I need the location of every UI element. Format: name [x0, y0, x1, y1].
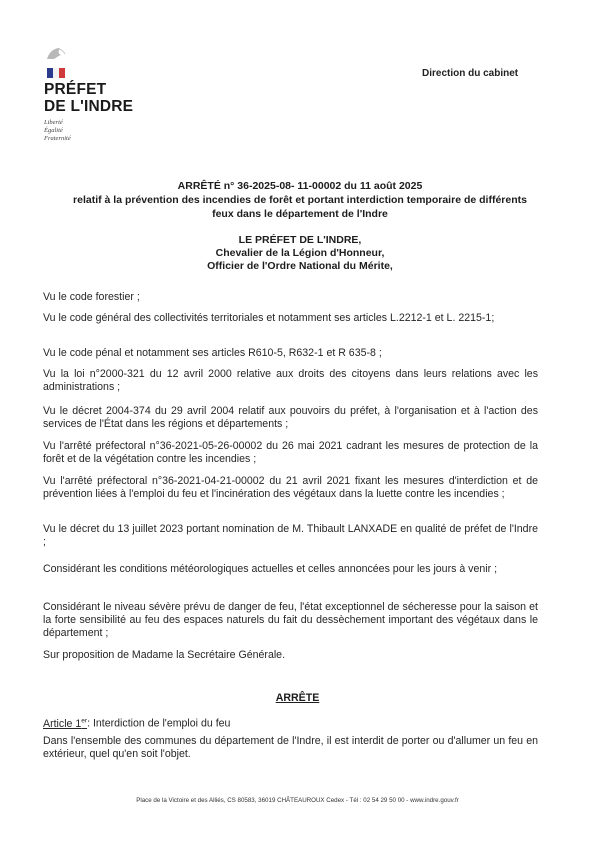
considerant-danger: Considérant le niveau sévère prévu de danger de feu, l'état exceptionnel de sécheresse pour la saison et la forte sensibilité au feu des espaces naturels du fait du dessèchement important des végétaux dans le département ; — [43, 601, 538, 640]
arrete-heading: ARRÊTE — [275, 692, 320, 704]
prefet-line-3: Officier de l'Ordre National du Mérite, — [207, 260, 393, 272]
visa-arrete-2021-05: Vu l'arrêté préfectoral n°36-2021-05-26-00002 du 26 mai 2021 cadrant les mesures de protection de la forêt et de la végétation contre les incendies ; — [43, 440, 538, 466]
visa-decret-2004: Vu le décret 2004-374 du 29 avril 2004 relatif aux pouvoirs du préfet, à l'organisation et à l'action des services de l'État dans les régions et départements ; — [43, 405, 538, 431]
footer-address: Place de la Victoire et des Alliés, CS 80583, 36019 CHÂTEAUROUX Cedex - Tél : 02 54 29 50 00 - www.indre.gouv.fr — [136, 797, 459, 804]
document-title — [30, 179, 570, 221]
prefet-line-1: LE PRÉFET DE L'INDRE, — [238, 234, 362, 246]
motto-liberte: Liberté — [44, 119, 63, 126]
motto-egalite: Égalité — [44, 127, 63, 134]
direction-label: Direction du cabinet — [422, 68, 519, 79]
visa-code-penal: Vu le code pénal et notamment ses articles R610-5, R632-1 et R 635-8 ; — [43, 347, 382, 359]
considerant-meteo: Considérant les conditions météorologiques actuelles et celles annoncées pour les jours à venir ; — [43, 563, 498, 575]
title-line-1: ARRÊTÉ n° 36-2025-08- 11-00002 du 11 août 2025 — [177, 180, 423, 192]
marianne-icon — [45, 46, 67, 60]
logo-line-1: PRÉFET — [44, 81, 107, 98]
prefet-line-2: Chevalier de la Légion d'Honneur, — [215, 247, 385, 259]
title-line-3: feux dans le département de l'Indre — [212, 208, 388, 220]
title-line-2: relatif à la prévention des incendies de forêt et portant interdiction temporaire de différents — [73, 194, 527, 206]
article-1-label: Article 1er — [43, 717, 88, 730]
motto-fraternite: Fraternité — [44, 135, 71, 142]
visa-code-forestier: Vu le code forestier ; — [43, 291, 140, 303]
visa-cgct: Vu le code général des collectivités territoriales et notamment ses articles L.2212-1 et L. 2215-1; — [43, 312, 495, 324]
article-1-text: Dans l'ensemble des communes du département de l'Indre, il est interdit de porter ou d'allumer un feu en extérieur, quel qu'en soit l'objet. — [43, 735, 538, 761]
prefet-titles — [140, 234, 460, 273]
tricolor-flag-icon — [47, 68, 65, 78]
article-1-title: : Interdiction de l'emploi du feu — [87, 717, 231, 730]
prefecture-logo — [44, 46, 144, 143]
article-1-heading — [43, 717, 230, 730]
visa-decret-2023: Vu le décret du 13 juillet 2023 portant nomination de M. Thibault LANXADE en qualité de préfet de l'Indre ; — [43, 523, 538, 549]
logo-line-2: DE L'INDRE — [44, 98, 134, 115]
visa-arrete-2021-04: Vu l'arrêté préfectoral n°36-2021-04-21-00002 du 21 avril 2021 fixant les mesures d'interdiction et de prévention liées à l'emploi du feu et l'incinération des végétaux dans la luette contre les incendies ; — [43, 475, 538, 501]
sur-proposition: Sur proposition de Madame la Secrétaire Générale. — [43, 649, 286, 661]
motto — [44, 119, 144, 143]
visa-loi-2000: Vu la loi n°2000-321 du 12 avril 2000 relative aux droits des citoyens dans leurs relations avec les administrations ; — [43, 368, 538, 394]
